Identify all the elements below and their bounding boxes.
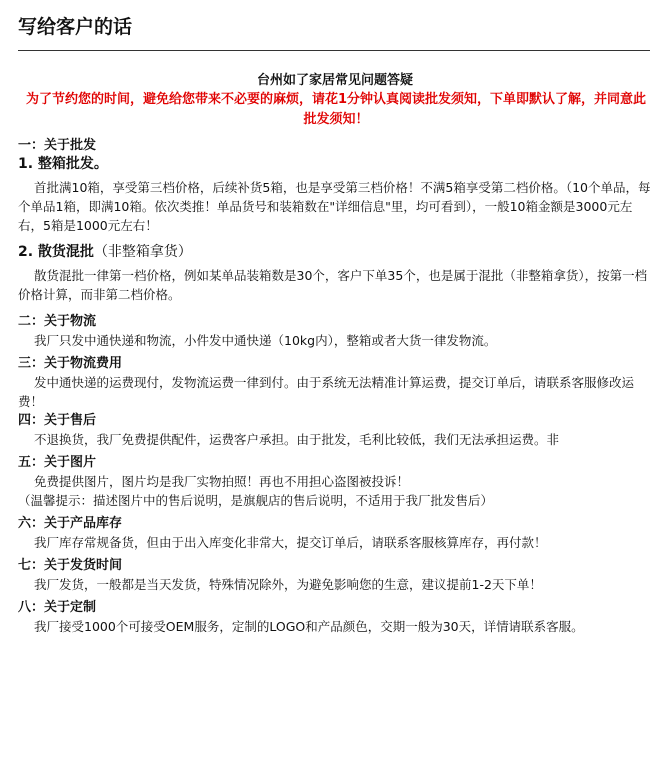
subsection-heading-mixed — [18, 243, 653, 262]
section-heading-logistics: 二：关于物流 — [18, 314, 97, 329]
red-notice: 为了节约您的时间，避免给您带来不必要的麻烦，请花1分钟认真阅读批发须知，下单即默认了解，并同意此批发须知！ — [25, 92, 647, 127]
paragraph-stock: 我厂库存常规备货，但由于出入库变化非常大，提交订单后，请联系客服核算库存，再付款！ — [34, 535, 547, 550]
document-title: 台州如了家居常见问题答疑 — [256, 73, 413, 88]
section-heading-wholesale: 一：关于批发 — [18, 138, 97, 153]
spacer — [18, 304, 653, 312]
section-heading-images: 五：关于图片 — [18, 455, 97, 470]
section-heading-shipping-fee: 三：关于物流费用 — [18, 356, 123, 371]
header-divider — [18, 50, 650, 51]
paragraph-after-sales: 不退换货，我厂免费提供配件，运费客户承担。由于批发，毛利比较低，我们无法承担运费。非 — [34, 432, 560, 447]
paragraph-mixed: 散货混批一律第一档价格，例如某单品装箱数是30个，客户下单35个，也是属于混批（非整箱拿货），按第一档价格计算，而非第二档价格。 — [18, 268, 648, 302]
section-heading-delivery-time: 七：关于发货时间 — [18, 558, 123, 573]
section-heading-after-sales: 四：关于售后 — [18, 413, 97, 428]
paragraph-images: 免费提供图片，图片均是我厂实物拍照！再也不用担心盗图被投诉！ — [34, 474, 410, 489]
faq-content — [18, 136, 653, 636]
section-heading-custom: 八：关于定制 — [18, 600, 97, 615]
spacer — [18, 235, 653, 243]
paragraph-delivery-time: 我厂发货，一般都是当天发货，特殊情况除外，为避免影响您的生意，建议提前1-2天下单！ — [34, 577, 542, 592]
images-tip: （温馨提示：描述图片中的售后说明，是旗舰店的售后说明，不适用于我厂批发售后） — [18, 493, 494, 508]
subsection-heading-mixed-label: 2. 散货混批 — [18, 244, 94, 260]
paragraph-custom: 我厂接受1000个可接受OEM服务，定制的LOGO和产品颜色，交期一般为30天，详情请联系客服。 — [34, 619, 584, 634]
subsection-heading-full-box: 1. 整箱批发。 — [18, 156, 108, 172]
section-heading-stock: 六：关于产品库存 — [18, 516, 123, 531]
paragraph-full-box: 首批满10箱，享受第三档价格，后续补货5箱，也是享受第三档价格！不满5箱享受第二档价格。（10个单品，每个单品1箱，即满10箱。依次类推！单品货号和装箱数在"详细信息"里，均可看到），一般10箱金额是3000元左右，5箱是1000元左右！ — [18, 180, 651, 233]
subsection-heading-mixed-note: （非整箱拿货） — [93, 244, 192, 260]
paragraph-shipping-fee: 发中通快递的运费现付，发物流运费一律到付。由于系统无法精准计算运费，提交订单后，请联系客服修改运费！ — [18, 375, 635, 409]
page-header-title: 写给客户的话 — [18, 16, 133, 38]
paragraph-logistics: 我厂只发中通快递和物流，小件发中通快递（10kg内），整箱或者大货一律发物流。 — [34, 333, 497, 348]
